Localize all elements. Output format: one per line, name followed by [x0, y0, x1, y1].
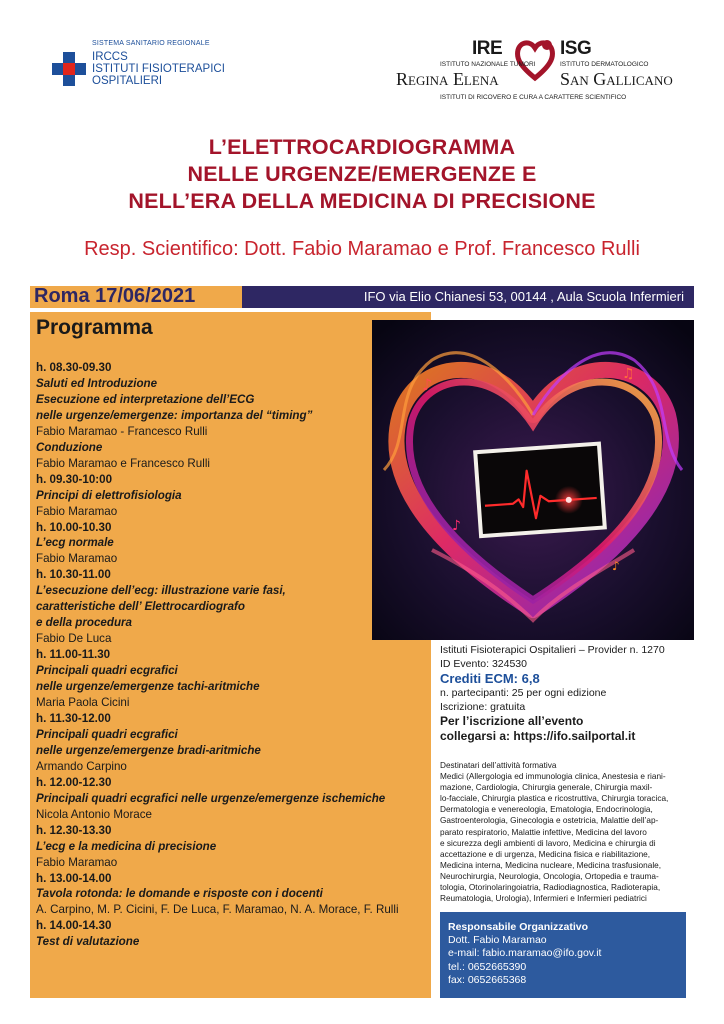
program-heading: Programma [36, 316, 153, 339]
page-title [0, 134, 724, 215]
program-time: h. 12.00-12.30 [36, 775, 112, 789]
organizer-name: Dott. Fabio Maramao [448, 934, 547, 947]
program-time: h. 12.30-13.30 [36, 823, 112, 837]
recipients-heading: Destinatari dell’attività formativa [440, 761, 557, 770]
program-time: h. 11.00-11.30 [36, 648, 111, 662]
program-topic: Conduzione [36, 440, 103, 454]
program-time: h. 10.00-10.30 [36, 520, 112, 534]
ire-subtitle: ISTITUTO NAZIONALE TUMORI [440, 61, 536, 68]
program-topic: Saluti ed Introduzione [36, 376, 158, 390]
enrollment: Iscrizione: gratuita [440, 700, 526, 713]
program-topic: L’esecuzione dell’ecg: illustrazione varie fasi, [36, 584, 286, 598]
ire-acronym: IRE [472, 38, 503, 59]
program-speaker: Armando Carpino [36, 759, 127, 773]
recipients-line: Neurochirurgia, Neurologia, Oncologia, Ortopedia e trauma- [440, 871, 659, 881]
program-topic: nelle urgenze/emergenze bradi-aritmiche [36, 743, 261, 757]
svg-text:♪: ♪ [422, 375, 433, 394]
program-topic: nelle urgenze/emergenze: importanza del “timing” [36, 408, 313, 422]
registration-line-1: Per l’iscrizione all’evento [440, 714, 584, 728]
program-topic: L’ecg e la medicina di precisione [36, 839, 217, 853]
program-time: h. 14.00-14.30 [36, 919, 112, 933]
red-cross-icon [52, 52, 86, 86]
event-venue: IFO via Elio Chianesi 53, 00144 , Aula Scuola Infermieri [363, 289, 684, 304]
heart-mark-icon [514, 38, 556, 82]
recipients-line: Medicina interna, Medicina nucleare, Medicina trasfusionale, [440, 860, 662, 870]
svg-text:♪: ♪ [452, 518, 461, 534]
svg-text:♫: ♫ [622, 366, 635, 382]
title-line-1: L’ELETTROCARDIOGRAMMA [208, 135, 516, 159]
program-topic: Principali quadri ecgrafici nelle urgenze/emergenze ischemiche [36, 791, 386, 805]
ifo-logo [52, 40, 272, 90]
program-topic: nelle urgenze/emergenze tachi-aritmiche [36, 680, 260, 694]
provider-name: Istituti Fisioterapici Ospitalieri – Provider n. 1270 [440, 644, 665, 656]
logo-line-2: ISTITUTI FISIOTERAPICI [92, 63, 225, 75]
ecm-credits: Crediti ECM: 6,8 [440, 671, 540, 686]
date-box [30, 286, 242, 308]
program-time: h. 10.30-11.00 [36, 568, 111, 582]
logo-bottom-line: ISTITUTI DI RICOVERO E CURA A CARATTERE SCIENTIFICO [440, 94, 627, 101]
program-speaker: Fabio Maramao - Francesco Rulli [36, 424, 208, 438]
program-topic: Esecuzione ed interpretazione dell’ECG [36, 392, 255, 406]
program-speaker: Fabio Maramao [36, 504, 118, 518]
program-speaker: Maria Paola Cicini [36, 696, 130, 710]
program-topic: Principali quadri ecgrafici [36, 664, 178, 678]
event-id: ID Evento: 324530 [440, 657, 527, 670]
isg-name: San Gallicano [560, 69, 673, 89]
program-topic: e della procedura [36, 616, 133, 630]
program-time: h. 09.30-10:00 [36, 472, 113, 486]
isg-acronym: ISG [560, 38, 592, 59]
title-line-2: NELLE URGENZE/EMERGENZE E [187, 162, 537, 186]
recipients-block [440, 760, 698, 904]
organizer-heading: Responsabile Organizzativo [448, 921, 589, 933]
recipients-line: parato respiratorio, Malattie infettive, Medicina del lavoro [440, 827, 647, 837]
registration-link[interactable]: collegarsi a: https://ifo.sailportal.it [440, 729, 636, 743]
program-speaker: Nicola Antonio Morace [36, 807, 152, 821]
scientific-responsible: Resp. Scientifico: Dott. Fabio Maramao e Prof. Francesco Rulli [84, 238, 640, 260]
recipients-line: lo-facciale, Chirurgia plastica e ricostruttiva, Chirurgia toracica, [440, 794, 669, 804]
logo-subtitle: SISTEMA SANITARIO REGIONALE [92, 40, 210, 47]
program-speaker: Fabio De Luca [36, 632, 112, 646]
date-venue-bar [30, 286, 694, 308]
title-line-3: NELL’ERA DELLA MEDICINA DI PRECISIONE [128, 189, 596, 213]
recipients-lines [440, 771, 698, 904]
organizer-fax: fax: 0652665368 [448, 973, 527, 986]
program-topic: caratteristiche dell’ Elettrocardiografo [36, 600, 245, 614]
recipients-line: accettazione e di urgenza, Medicina fisica e riabilitazione, [440, 849, 651, 859]
recipients-line: mazione, Cardiologia, Chirurgia generale, Chirurgia maxil- [440, 783, 653, 793]
ire-isg-logo [390, 38, 690, 104]
recipients-line: Reumatologia, Urologia), Infermieri e Infermieri pediatrici [440, 894, 647, 904]
isg-subtitle: ISTITUTO DERMATOLOGICO [560, 61, 649, 68]
program-time: h. 13.00-14.00 [36, 871, 112, 885]
program-speaker: Fabio Maramao [36, 552, 118, 566]
program-topic: Principi di elettrofisiologia [36, 488, 182, 502]
program-speaker: A. Carpino, M. P. Cicini, F. De Luca, F. Maramao, N. A. Morace, F. Rulli [36, 903, 399, 917]
logo-line-1: IRCCS [92, 51, 128, 63]
organizer-email[interactable]: e-mail: fabio.maramao@ifo.gov.it [448, 947, 602, 960]
recipients-line: Gastroenterologia, Ginecologia e ostetricia, Malattie dell’ap- [440, 816, 659, 826]
recipients-line: e sicurezza degli ambienti di lavoro, Medicina e chirurgia di [440, 838, 656, 848]
ire-name: Regina Elena [396, 69, 499, 89]
program-topic: Test di valutazione [36, 935, 140, 949]
participants: n. partecipanti: 25 per ogni edizione [440, 687, 607, 699]
program-time: h. 11.30-12.00 [36, 711, 111, 725]
recipients-line: Medici (Allergologia ed immunologia clinica, Anestesia e riani- [440, 772, 666, 782]
program-speaker: Fabio Maramao [36, 855, 118, 869]
program-topic: Principali quadri ecgrafici [36, 727, 178, 741]
program-topic: L’ecg normale [36, 536, 114, 550]
organizer-box [440, 912, 686, 998]
program-speaker: Fabio Maramao e Francesco Rulli [36, 456, 210, 470]
program-time: h. 08.30-09.30 [36, 361, 112, 374]
program-list [36, 360, 428, 950]
logo-line-3: OSPITALIERI [92, 75, 163, 87]
organizer-tel: tel.: 0652665390 [448, 960, 527, 973]
program-topic: Tavola rotonda: le domande e risposte con i docenti [36, 887, 323, 901]
recipients-line: Dermatologia e venereologia, Ematologia, Endocrinologia, [440, 805, 653, 815]
ecg-heart-illustration [372, 320, 694, 640]
svg-text:♪: ♪ [612, 559, 620, 573]
provider-info [440, 644, 700, 744]
event-date: Roma 17/06/2021 [34, 285, 196, 307]
recipients-line: tologia, Otorinolaringoiatria, Radiodiagnostica, Radioterapia, [440, 883, 661, 893]
